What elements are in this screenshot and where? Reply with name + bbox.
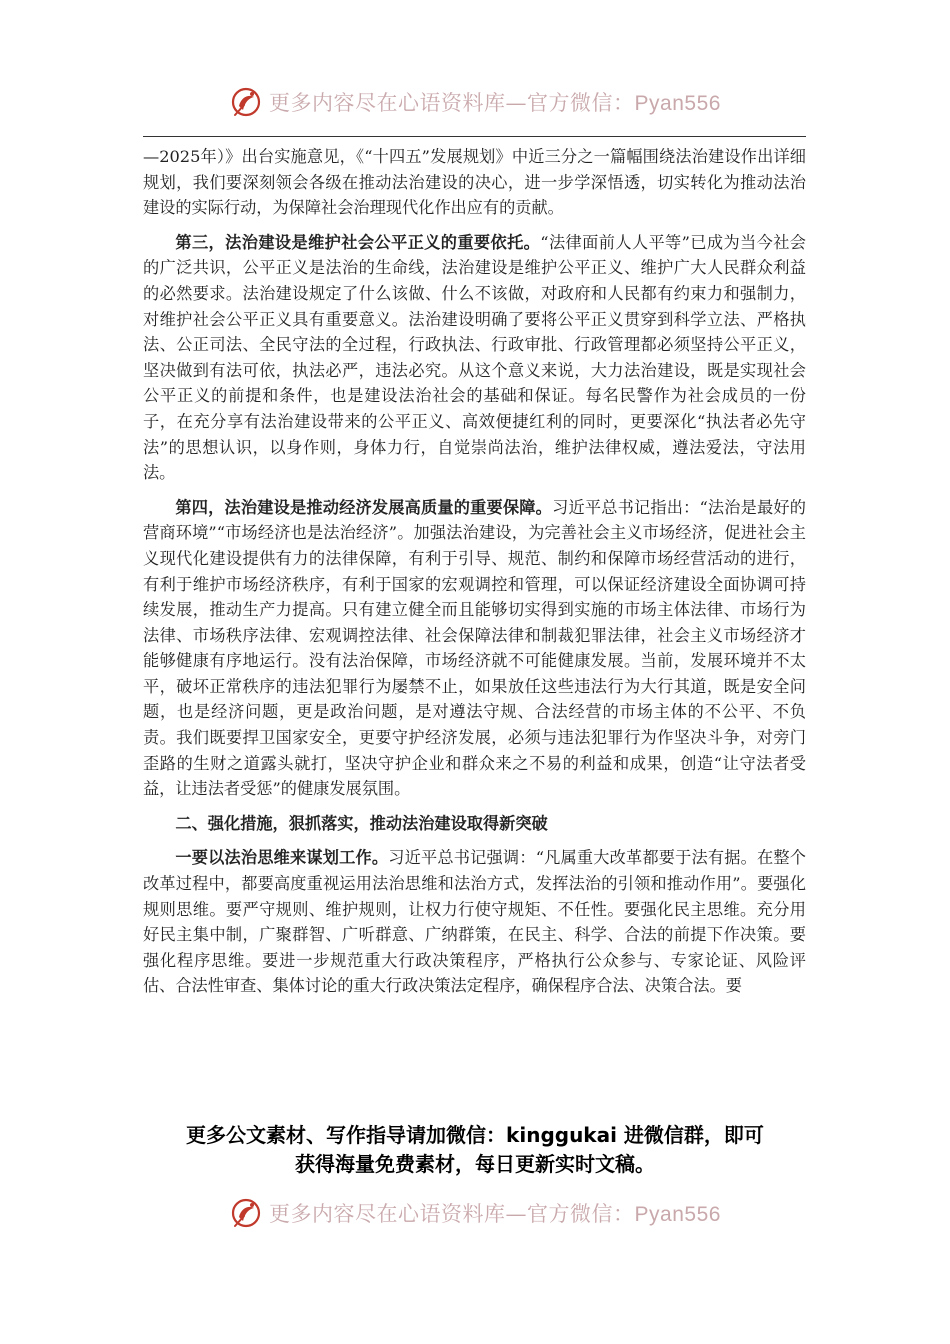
paragraph-lead: 第四，法治建设是推动经济发展高质量的重要保障。 (175, 497, 553, 517)
header-banner-text: 更多内容尽在心语资料库—官方微信：Pyan556 (269, 91, 721, 115)
promo-notice (120, 1121, 830, 1179)
logo-icon (229, 1196, 263, 1230)
paragraph-lead: 第三，法治建设是维护社会公平正义的重要依托。 (175, 232, 541, 252)
footer-banner-text: 更多内容尽在心语资料库—官方微信：Pyan556 (269, 1202, 721, 1226)
document-body (143, 144, 806, 1008)
promo-line-1: 更多公文素材、写作指导请加微信：kinggukai 进微信群，即可 (186, 1123, 764, 1147)
paragraph-continuation: —2025年）》出台实施意见，《“十四五”发展规划》中近三分之一篇幅围绕法治建设作出详细规划，我们要深刻领会各级在推动法治建设的决心，进一步学深悟透，切实转化为推动法治建设的实际行动，为保障社会治理现代化作出应有的贡献。 (143, 147, 806, 218)
paragraph-fourth-point (143, 495, 806, 802)
footer-wechat-id: Pyan556 (634, 1203, 721, 1226)
section-heading: 二、强化措施，狠抓落实，推动法治建设取得新突破 (175, 813, 548, 833)
logo-icon (229, 85, 263, 119)
paragraph-first-measure (143, 845, 806, 999)
header-wechat-id: Pyan556 (634, 92, 721, 115)
footer-banner (0, 1193, 950, 1233)
header-rule (143, 136, 806, 137)
header-banner (0, 82, 950, 122)
paragraph-body: 习近平总书记指出：“法治是最好的营商环境”“市场经济也是法治经济”。加强法治建设，为完善社会主义市场经济，促进社会主义现代化建设提供有力的法律保障，有利于引导、规范、制约和保障市场经营活动的进行，有利于维护市场经济秩序，有利于国家的宏观调控和管理，可以保证经济建设全面协调可持续发展，推动生产力提高。只有建立健全而且能够切实得到实施的市场主体法律、市场行为法律、市场秩序法律、宏观调控法律、社会保障法律和制裁犯罪法律，社会主义市场经济才能够健康有序地运行。没有法治保障，市场经济就不可能健康发展。当前，发展环境并不太平，破坏正常秩序的违法犯罪行为屡禁不止，如果放任这些违法行为大行其道，既是安全问题，也是经济问题，更是政治问题，是对遵法守规、合法经营的市场主体的不公平、不负责。我们既要捍卫国家安全，更要守护经济发展，必须与违法犯罪行为作坚决斗争，对旁门歪路的生财之道露头就打，坚决守护企业和群众来之不易的利益和成果，创造“让守法者受益，让违法者受惩”的健康发展氛围。 (143, 497, 806, 799)
paragraph-third-point (143, 230, 806, 486)
paragraph-body: 习近平总书记强调：“凡属重大改革都要于法有据。在整个改革过程中，都要高度重视运用法治思维和法治方式，发挥法治的引领和推动作用”。要强化规则思维。要严守规则、维护规则，让权力行使守规矩、不任性。要强化民主思维。充分用好民主集中制，广聚群智、广听群意、广纳群策，在民主、科学、合法的前提下作决策。要强化程序思维。要进一步规范重大行政决策程序，严格执行公众参与、专家论证、风险评估、合法性审查、集体讨论的重大行政决策法定程序，确保程序合法、决策合法。要 (143, 848, 806, 996)
promo-line-2: 获得海量免费素材，每日更新实时文稿。 (295, 1152, 655, 1176)
paragraph-lead: 一要以法治思维来谋划工作。 (175, 848, 389, 868)
paragraph-body: “法律面前人人平等”已成为当今社会的广泛共识，公平正义是法治的生命线，法治建设是维护公平正义、维护广大人民群众利益的必然要求。法治建设规定了什么该做、什么不该做，对政府和人民都有约束力和强制力，对维护社会公平正义具有重要意义。法治建设明确了要将公平正义贯穿到科学立法、严格执法、公正司法、全民守法的全过程，行政执法、行政审批、行政管理都必须坚持公平正义，坚决做到有法可依，执法必严，违法必究。从这个意义来说，大力法治建设，既是实现社会公平正义的前提和条件，也是建设法治社会的基础和保证。每名民警作为社会成员的一份子，在充分享有法治建设带来的公平正义、高效便捷红利的同时，更要深化“执法者必先守法”的思想认识，以身作则，身体力行，自觉崇尚法治，维护法律权威，遵法爱法，守法用法。 (143, 232, 806, 483)
